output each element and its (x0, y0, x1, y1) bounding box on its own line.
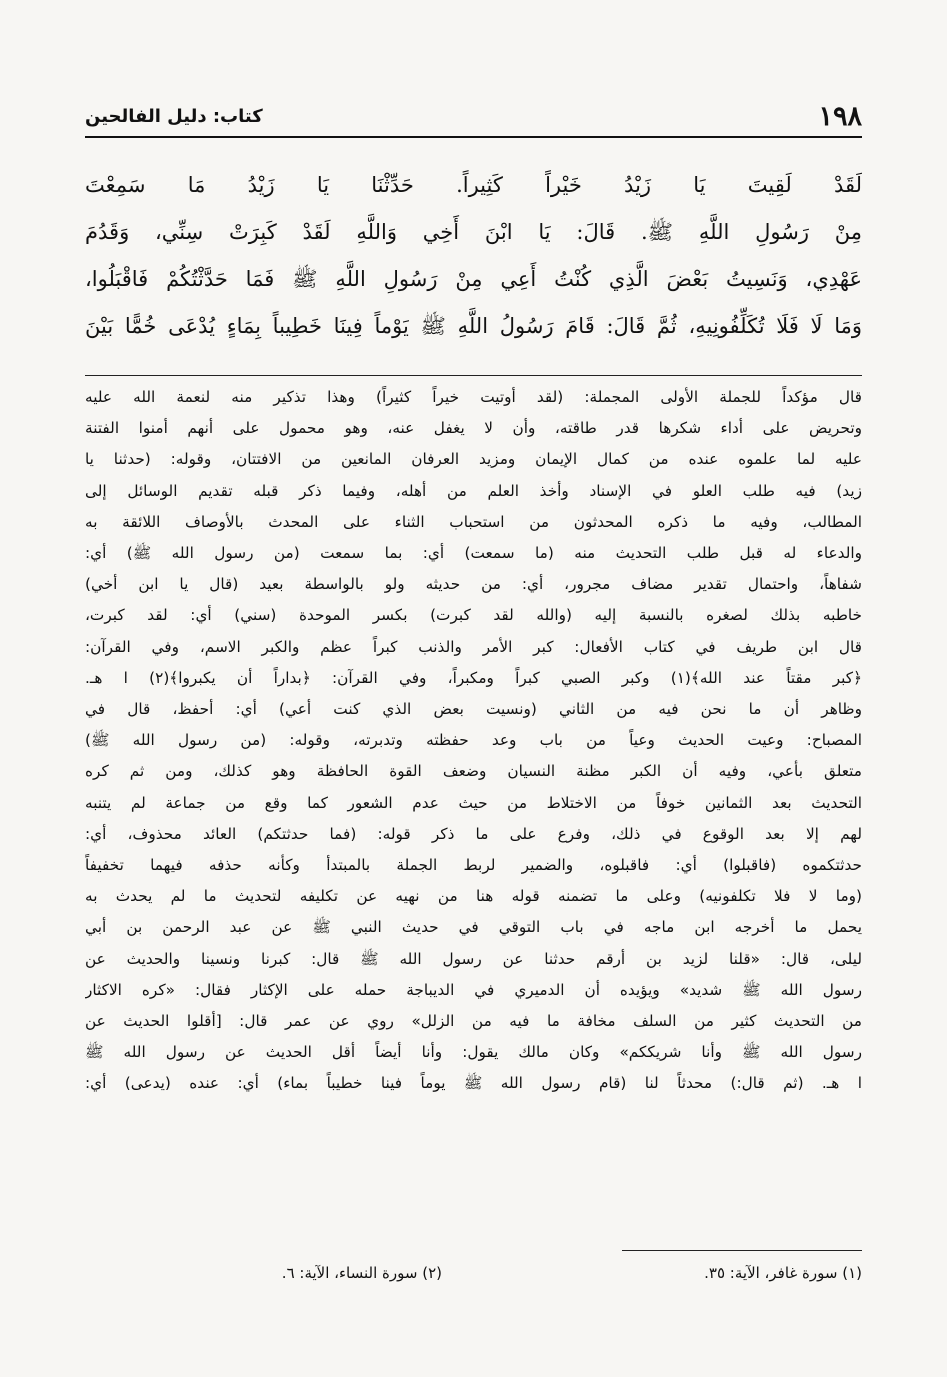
book-title: كتاب: دليل الفالحين (85, 106, 263, 127)
hadith-line: وَمَا لَا فَلَا تُكَلِّفُونِيهِ، ثُمَّ قَالَ: قَامَ رَسُولُ اللَّهِ ﷺ يَوْماً فِينَا خَطِيباً بِمَاءٍ يُدْعَى خُمًّا بَيْنَ (85, 314, 862, 338)
commentary-line: وظاهر أن ما نحن فيه من الثاني (ونسيت بعض الذي كنت أعي) أي: أحفظ، قال في (85, 700, 862, 719)
footnotes (85, 1258, 862, 1288)
commentary-line: قال مؤكداً للجملة الأولى المجملة: (لقد أوتيت خيراً كثيراً) وهذا تذكير منه لنعمة الله عليه (85, 388, 862, 406)
page-header (85, 92, 862, 132)
commentary-line: لهم إلا بعد الوقوع في ذلك، وفرع على ما ذكر قوله: (فما حدثتكم) العائد محذوف، أي: (85, 824, 862, 843)
hadith-line: لَقَدْ لَقِيتَ يَا زَيْدُ خَيْراً كَثِيراً. حَدِّثْنَا يَا زَيْدُ مَا سَمِعْتَ (85, 173, 862, 197)
commentary-line: حدثتكموه (فاقبلوا) أي: فاقبلوه، والضمير لربط الجملة بالمبتدأ وكأنه حذفه فيهما تخفيفاً (85, 856, 862, 875)
commentary-line: (وما لا فلا تكلفونيه) وعلى ما تضمنه قوله هنا من نهيه عن تكليفه لتحديث ما لم يحدث به (85, 887, 862, 906)
commentary-line: رسول الله ﷺ وأنا شريككم» وكان مالك يقول: وأنا أيضاً أقل الحديث عن رسول الله ﷺ (85, 1043, 862, 1062)
commentary-line: قال ابن طريف في كتاب الأفعال: كبر الأمر والذنب كبراً عظم والكبر الاسم، وفي القرآن: (85, 637, 862, 656)
commentary-line: رسول الله ﷺ شديد» ويؤيده أن الدميري في الديباجة حمله على الإكثار فقال: «كره الاكثار (85, 980, 862, 999)
commentary-line: خاطبه بذلك لصغره بالنسبة إليه (والله لقد كبرت) بكسر الموحدة (سني) أي: لقد كبرت، (85, 606, 862, 625)
commentary-line: من التحديث كثير من السلف مخافة ما فيه من الزلل» روي عن عمر قال: [أقلوا الحديث عن (85, 1012, 862, 1031)
commentary-line: وتحريض على أداء شكرها قدر طاقته، وأن لا يغفل عنه، وهو محمول على أنهم أمنوا الفتنة (85, 419, 862, 438)
footnote-2: (٢) سورة النساء، الآية: ٦. (281, 1264, 442, 1282)
commentary-line: المصباح: وعيت الحديث وعياً من باب وعد حفظته وتدبرته، وقوله: (من رسول الله ﷺ) (85, 731, 862, 750)
section-divider (85, 375, 862, 376)
header-rule (85, 136, 862, 138)
commentary-line: المطالب، وفيه ما ذكره المحدثون من استحباب الثناء على المحدث بالأوصاف اللائقة به (85, 512, 862, 531)
commentary-line: التحديث بعد الثمانين خوفاً من الاختلاط من حيث عدم الشعور كما وقع من جماعة لم يتنبه (85, 793, 862, 812)
commentary-line: يحمل ما أخرجه ابن ماجه في باب التوقي في حديث النبي ﷺ عن عبد الرحمن بن أبي (85, 918, 862, 937)
book-page (85, 92, 862, 1317)
hadith-text (85, 162, 862, 350)
commentary-line: والدعاء له قبل طلب التحديث منه (ما سمعت) أي: بما سمعت (من رسول الله ﷺ) أي: (85, 544, 862, 563)
commentary-line: ﴿كبر مقتاً عند الله﴾(١) وكبر الصبي كبراً ومكبراً، وفي القرآن: ﴿بداراً أن يكبروا﴾(٢) ا هـ. (85, 668, 862, 687)
hadith-line: مِنْ رَسُولِ اللَّهِ ﷺ. قَالَ: يَا ابْنَ أَخِي وَاللَّهِ لَقَدْ كَبِرَتْ سِنِّي، وَقَدُمَ (85, 220, 862, 244)
footnote-rule (622, 1250, 862, 1251)
commentary-line: متعلق بأعي، وفيه أن الكبر مظنة النسيان وضعف القوة الحافظة وهو كذلك، ومن ثم كره (85, 762, 862, 781)
commentary-line: عليه لما علموه عنده من كمال الإيمان ومزيد العرفان المانعين من الافتتان، وقوله: (حدثنا يا (85, 450, 862, 469)
commentary-line: ليلى، قال: «قلنا لزيد بن أرقم حدثنا عن رسول الله ﷺ قال: كبرنا ونسينا والحديث عن (85, 949, 862, 968)
commentary-line: ا هـ. (ثم قال:) محدثاً لنا (قام رسول الله ﷺ يوماً فينا خطيباً بماء) أي: عنده (يدعى) أي: (85, 1074, 862, 1093)
commentary-line: شفاهاً، واحتمال تقدير مضاف مجرور، أي: من حديثه ولو بالواسطة بعيد (قال يا ابن أخي) (85, 575, 862, 594)
commentary-text (85, 382, 862, 1100)
commentary-line: زيد) فيه طلب العلو في الإسناد وأخذ العلم من أهله، وفيما ذكر قبله تقديم الوسائل إلى (85, 481, 862, 500)
hadith-line: عَهْدِي، وَنَسِيتُ بَعْضَ الَّذِي كُنْتُ أَعِي مِنْ رَسُولِ اللَّهِ ﷺ فَمَا حَدَّثْتُكُمْ فَاقْبَلُوا، (85, 267, 862, 291)
footnote-1: (١) سورة غافر، الآية: ٣٥. (704, 1264, 862, 1282)
page-number: ١٩٨ (818, 101, 862, 132)
